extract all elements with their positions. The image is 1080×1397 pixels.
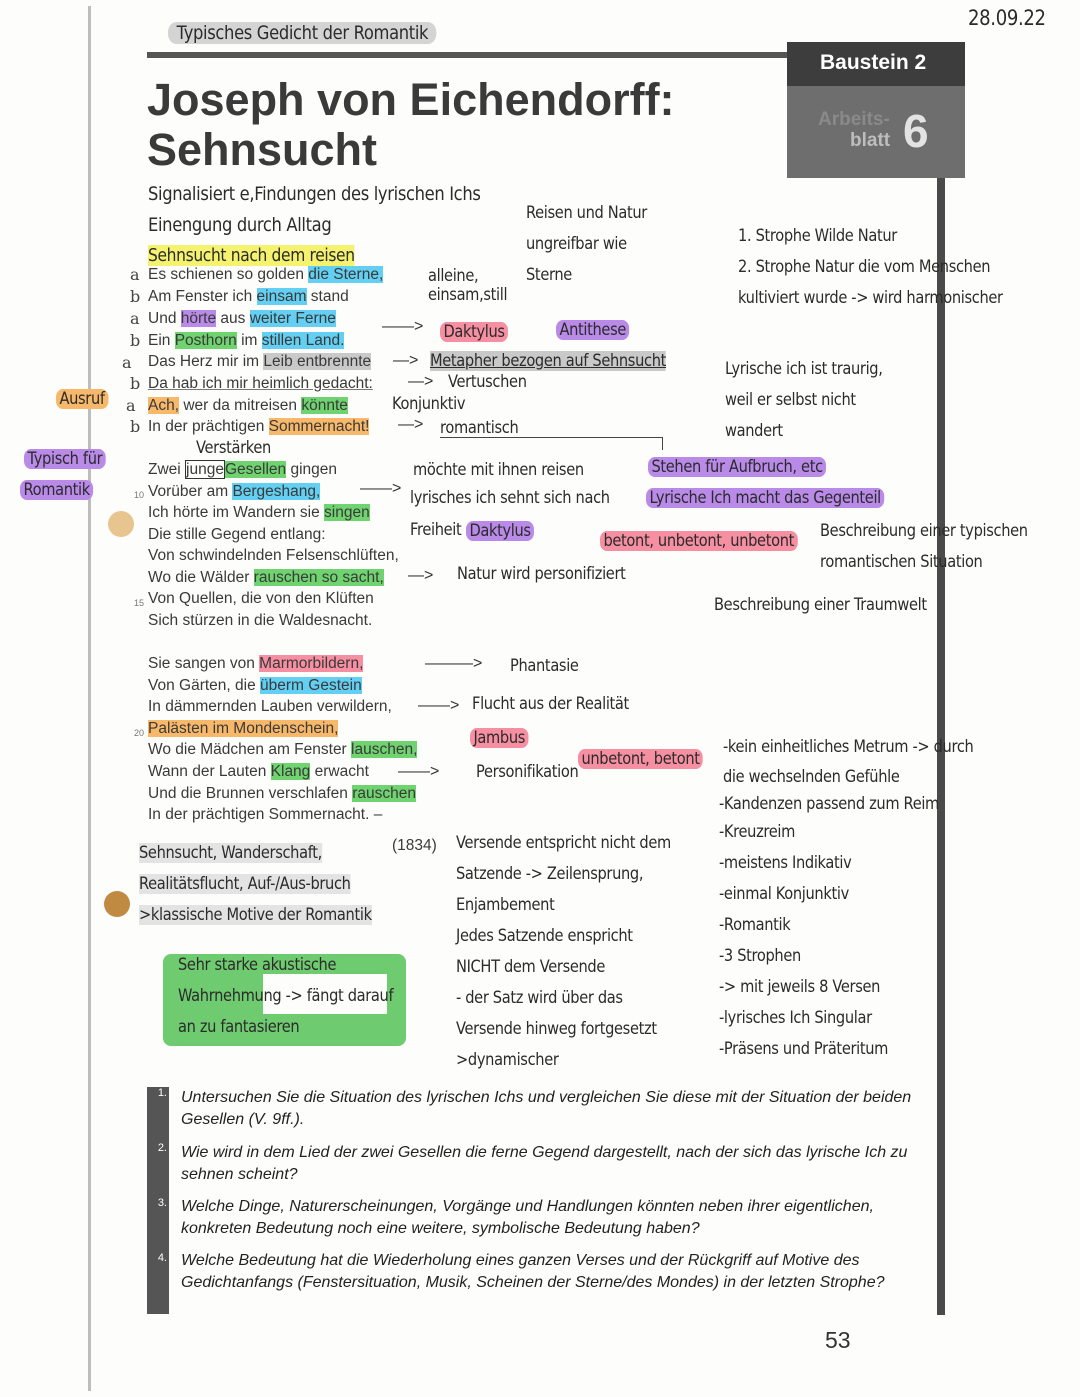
label-ausruf: Ausruf [56, 389, 108, 409]
page-number: 53 [825, 1327, 851, 1353]
arrow-line-5: —> [393, 352, 419, 369]
note-signalisiert: Signalisiert e,Findungen des lyrischen Ichs [148, 183, 481, 205]
verse-number-10: 10 [134, 490, 145, 500]
poem-line-22: Wann der Lauten Klang erwacht [148, 763, 369, 780]
arrow-line-19: ——> [418, 697, 460, 714]
arrow-line-17: ———> [425, 655, 483, 672]
note-sterne: Sterne [526, 265, 572, 285]
note-metapher: Metapher bezogen auf Sehnsucht [430, 351, 667, 371]
poem-line-21: Wo die Mädchen am Fenster lauschen, [148, 741, 418, 758]
question-1-bar: 1. [147, 1087, 169, 1142]
label-typisch-2: Romantik [20, 480, 93, 500]
note-alleine: alleine, [428, 266, 479, 286]
poem-line-15: Von Quellen, die von den Klüften [148, 590, 374, 607]
verse-number-15: 15 [134, 598, 145, 608]
arbeitsblatt-number: 6 [903, 105, 929, 157]
note-ungreifbar: ungreifbar wie [526, 234, 627, 254]
left-margin-line [88, 6, 91, 1391]
note-list-4: -Kreuzreim [719, 822, 796, 842]
poem-line-3: Und hörte aus weiter Ferne [148, 310, 336, 327]
note-vers-2: Satzende -> Zeilensprung, [456, 864, 644, 884]
poem-line-9: Zwei jungeGesellen gingen [148, 461, 338, 478]
arrow-line-3: ——> [382, 318, 424, 335]
note-vers-8: >dynamischer [456, 1050, 559, 1070]
note-vers-3: Enjambement [456, 895, 555, 915]
note-beschreibung-2: romantischen Situation [820, 552, 983, 572]
poem-line-8: In der prächtigen Sommernacht! [148, 418, 370, 435]
arrow-line-22: ——> [398, 763, 440, 780]
sticker-1 [108, 511, 134, 537]
note-betont: betont, unbetont, unbetont [600, 531, 797, 551]
arbeitsblatt-label-1: Arbeits- [818, 109, 890, 130]
poem-line-19: In dämmernden Lauben verwildern, [148, 698, 392, 715]
note-gegenteil: Lyrische Ich macht das Gegenteil [646, 488, 884, 508]
date: 28.09.22 [968, 6, 1046, 30]
arrow-line-10: ——> [360, 480, 402, 497]
question-2-bar: 2. [147, 1142, 169, 1197]
note-unbetont: unbetont, betont [578, 749, 703, 769]
note-lyrisches: lyrisches ich sehnt sich nach [410, 488, 610, 508]
note-motive-2: Realitätsflucht, Auf-/Aus-bruch [139, 874, 351, 894]
note-natur: Natur wird personifiziert [457, 564, 626, 584]
arrow-line-6: —> [408, 373, 434, 390]
verse-number-20: 20 [134, 728, 145, 738]
connector-line [440, 437, 663, 450]
arrow-line-14: —> [408, 567, 434, 584]
baustein-label: Baustein 2 [820, 51, 927, 74]
note-traurig-1: Lyrische ich ist traurig, [725, 359, 883, 379]
note-vers-4: Jedes Satzende enspricht [456, 926, 633, 946]
box-text-2: Wahrnehmung -> fängt darauf [178, 986, 394, 1006]
poem-line-14: Wo die Wälder rauschen so sacht, [148, 569, 384, 586]
poem-line-11: Ich hörte im Wandern sie singen [148, 504, 370, 521]
note-antithese: Antithese [556, 320, 629, 340]
note-list-2: die wechselnden Gefühle [723, 767, 900, 787]
note-strophe-3: kultiviert wurde -> wird harmonischer [738, 288, 1003, 308]
poem-line-16: Sich stürzen in die Waldesnacht. [148, 612, 373, 629]
poem-line-1: Es schienen so golden die Sterne, [148, 266, 384, 283]
title-line-1: Joseph von Eichendorff: [147, 74, 675, 125]
box-text-1: Sehr starke akustische [178, 955, 337, 975]
note-reisen: Reisen und Natur [526, 203, 647, 223]
note-traurig-2: weil er selbst nicht [725, 390, 856, 410]
rhyme-b-4: b [130, 417, 141, 436]
note-list-5: -meistens Indikativ [719, 853, 852, 873]
poem-line-12: Die stille Gegend entlang: [148, 526, 326, 543]
title-line-2: Sehnsucht [147, 124, 378, 175]
note-daktylus-2: Daktylus [466, 521, 534, 541]
question-1: Untersuchen Sie die Situation des lyrischen Ichs und vergleichen Sie diese mit der Situation der beiden Gesellen (V. 9ff.). [181, 1089, 912, 1128]
note-list-3: -Kandenzen passend zum Reim [719, 794, 939, 814]
note-list-8: -3 Strophen [719, 946, 801, 966]
box-text-3: an zu fantasieren [178, 1017, 300, 1037]
note-vers-7: Versende hinweg fortgesetzt [456, 1019, 657, 1039]
note-strophe-2: 2. Strophe Natur die vom Menschen [738, 257, 991, 277]
note-einsam: einsam,still [428, 285, 508, 305]
note-list-9: -> mit jeweils 8 Versen [719, 977, 881, 997]
question-4-bar: 4. [147, 1252, 169, 1314]
note-list-7: -Romantik [719, 915, 791, 935]
note-konjunktiv: Konjunktiv [392, 394, 466, 414]
rhyme-b-2: b [130, 331, 141, 350]
note-list-11: -Präsens und Präteritum [719, 1039, 889, 1059]
note-list-10: -lyrisches Ich Singular [719, 1008, 872, 1028]
note-jambus: Jambus [470, 728, 528, 748]
question-4: Welche Bedeutung hat die Wiederholung eines ganzen Verses und der Rückgriff auf Motive des Gedichtanfangs (Fenstersituation, Musik, Scheinen der Sterne/des Mondes) in der letzten Strophe? [181, 1252, 885, 1291]
note-personifikation: Personifikation [476, 762, 579, 782]
poem-line-20: Palästen im Mondenschein, [148, 720, 339, 737]
note-freiheit: Freiheit [410, 520, 462, 540]
note-stehen: Stehen für Aufbruch, etc [648, 457, 826, 477]
note-motive-1: Sehnsucht, Wanderschaft, [139, 843, 322, 863]
rhyme-a-4: a [126, 396, 136, 415]
poem-line-13: Von schwindelnden Felsenschlüften, [148, 547, 399, 564]
poem-line-10: Vorüber am Bergeshang, [148, 483, 321, 500]
question-3-bar: 3. [147, 1197, 169, 1252]
poem-line-6: Da hab ich mir heimlich gedacht: [148, 375, 373, 392]
rhyme-b-1: b [130, 287, 141, 306]
note-verstaerken: Verstärken [196, 438, 271, 458]
note-phantasie: Phantasie [510, 656, 579, 676]
note-vers-1: Versende entspricht nicht dem [456, 833, 671, 853]
label-typisch-1: Typisch für [24, 449, 106, 469]
note-flucht: Flucht aus der Realität [472, 694, 629, 714]
note-daktylus: Daktylus [440, 322, 508, 342]
poem-line-4: Ein Posthorn im stillen Land. [148, 332, 345, 349]
header-rule [147, 52, 787, 58]
note-list-6: -einmal Konjunktiv [719, 884, 849, 904]
poem-line-7: Ach, wer da mitreisen könnte [148, 397, 348, 414]
note-vers-6: - der Satz wird über das [456, 988, 623, 1008]
arbeitsblatt-label-2: blatt [850, 130, 891, 151]
note-motive-3: >klassische Motive der Romantik [139, 905, 372, 925]
note-sehnsucht-text: Sehnsucht nach dem reisen [148, 245, 355, 266]
poem-line-5: Das Herz mir im Leib entbrennte [148, 353, 372, 370]
poem-line-17: Sie sangen von Marmorbildern, [148, 655, 364, 672]
note-moechte: möchte mit ihnen reisen [413, 460, 584, 480]
arrow-line-8: —> [398, 416, 424, 433]
note-strophe-1: 1. Strophe Wilde Natur [738, 226, 897, 246]
note-beschreibung-1: Beschreibung einer typischen [820, 521, 1028, 541]
question-2: Wie wird in dem Lied der zwei Gesellen die ferne Gegend dargestellt, nach der sich das lyrische Ich zu sehnen scheint? [181, 1144, 908, 1183]
note-einengung: Einengung durch Alltag [148, 214, 332, 236]
note-sehnsucht [148, 245, 355, 266]
right-frame-bar [937, 150, 945, 1315]
note-traurig-3: wandert [725, 421, 783, 441]
rhyme-b-3: b [130, 374, 141, 393]
poem-line-2: Am Fenster ich einsam stand [148, 288, 349, 305]
note-traumwelt: Beschreibung einer Traumwelt [714, 595, 927, 615]
poem-line-23: Und die Brunnen verschlafen rauschen [148, 785, 416, 802]
note-list-1: -kein einheitliches Metrum -> durch [723, 737, 974, 757]
rhyme-a-2: a [130, 309, 140, 328]
rhyme-a-3: a [122, 353, 132, 372]
note-vertuschen: Vertuschen [448, 372, 527, 392]
rhyme-a-1: a [130, 265, 140, 284]
sticker-2 [104, 891, 130, 917]
poem-line-24: In der prächtigen Sommernacht. – [148, 806, 383, 823]
poem-line-18: Von Gärten, die überm Gestein [148, 677, 362, 694]
question-3: Welche Dinge, Naturerscheinungen, Vorgänge und Handlungen könnten neben ihrer eigentlichen, konkreten Bedeutung noch eine weitere, symbolische Bedeutung haben? [181, 1198, 874, 1237]
header-subtitle: Typisches Gedicht der Romantik [168, 22, 437, 44]
poem-year: (1834) [392, 837, 437, 854]
note-romantisch: romantisch [440, 418, 519, 438]
note-vers-5: NICHT dem Versende [456, 957, 606, 977]
